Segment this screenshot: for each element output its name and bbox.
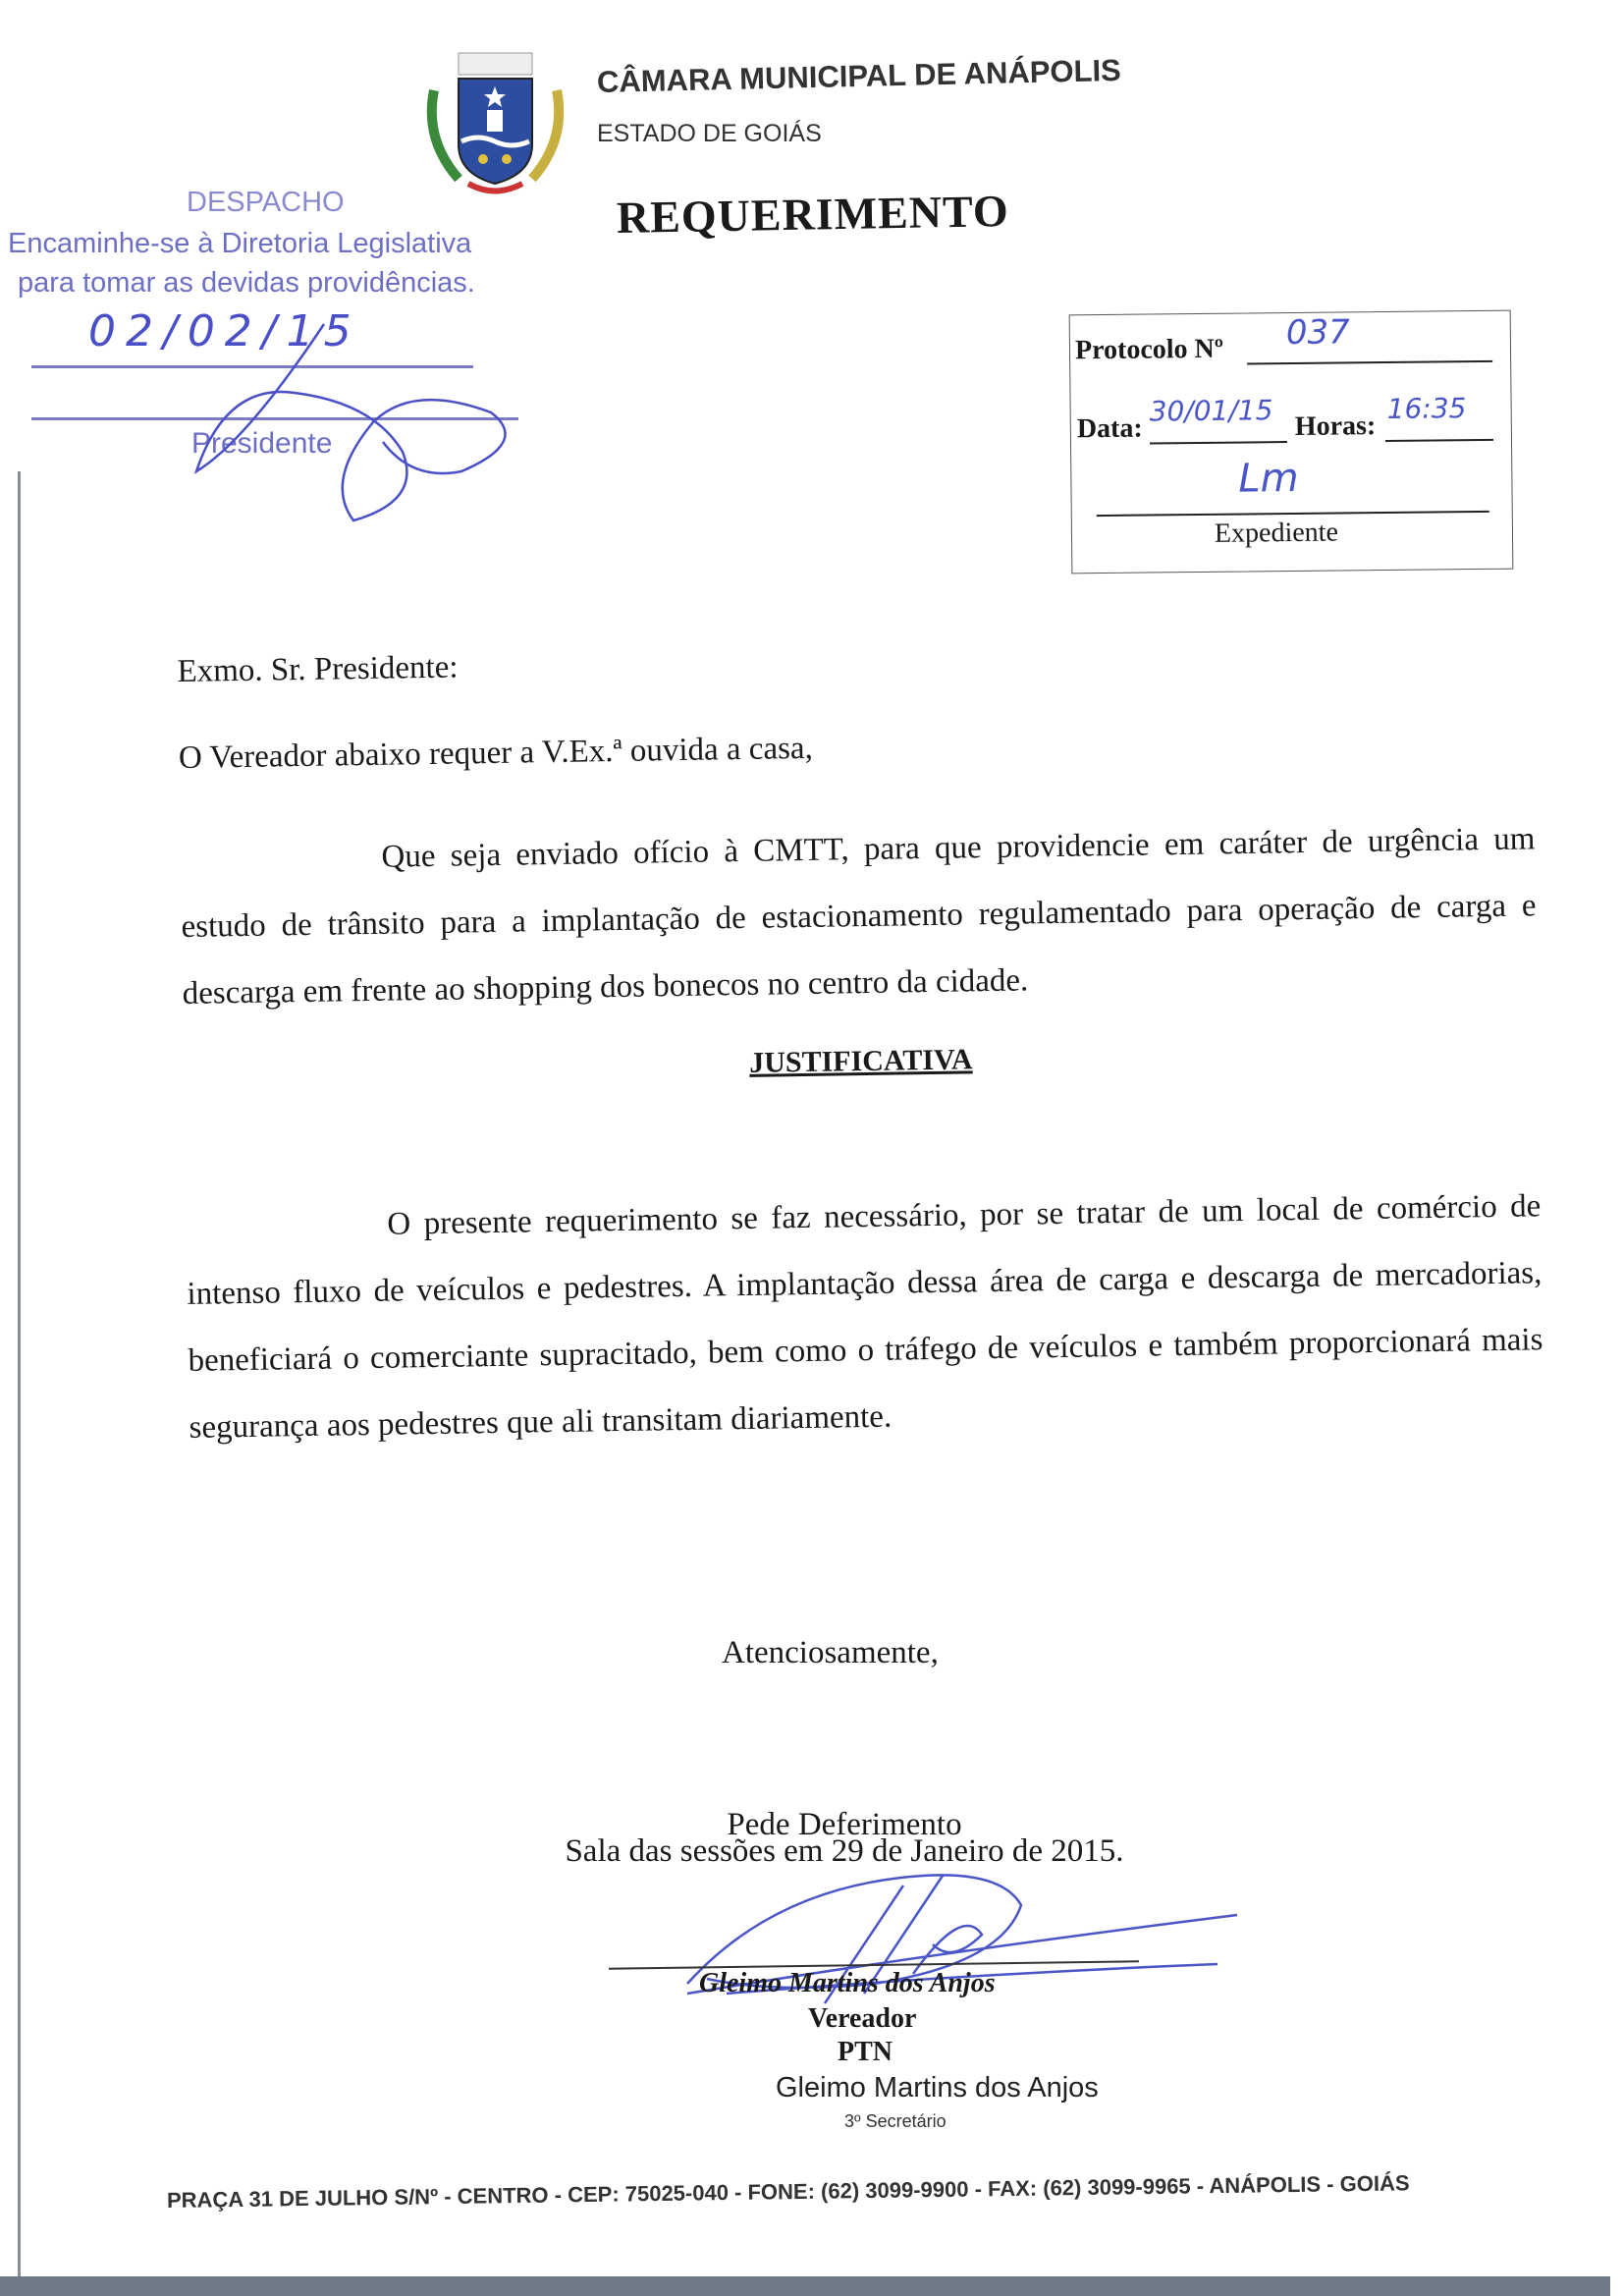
despacho-line-2: para tomar as devidas providências.: [18, 267, 475, 299]
salutation: Exmo. Sr. Presidente:: [177, 649, 459, 689]
despacho-stamp: [0, 187, 530, 530]
president-signature: [0, 187, 530, 530]
protocol-label: Protocolo Nº: [1074, 333, 1224, 366]
protocol-box: [1069, 310, 1514, 574]
organization-name: CÂMARA MUNICIPAL DE ANÁPOLIS: [596, 52, 1122, 99]
municipal-coat-of-arms-logo: [424, 51, 567, 198]
name-stamp-role: 3º Secretário: [844, 2111, 947, 2131]
name-stamp: Gleimo Martins dos Anjos: [776, 2072, 1099, 2104]
closing: Atenciosamente,: [722, 1635, 939, 1670]
despacho-heading: DESPACHO: [187, 187, 345, 218]
receiver-initials: Lm: [1238, 455, 1299, 502]
document-title: REQUERIMENTO: [616, 186, 1010, 243]
date-value: 30/01/15: [1149, 394, 1273, 428]
despacho-line-1: Encaminhe-se à Diretoria Legislativa: [8, 228, 472, 259]
date-label: Data:: [1076, 412, 1143, 445]
footer-address: PRAÇA 31 DE JULHO S/Nº - CENTRO - CEP: 75025-040 - FONE: (62) 3099-9900 - FAX: (62) 3099-9965 - ANÁPOLIS - GOIÁS: [166, 2170, 1410, 2213]
intro: O Vereador abaixo requer a V.Ex.ª ouvida a casa,: [178, 730, 814, 776]
request-paragraph: Que seja enviado ofício à CMTT, para que providencie em caráter de urgência um estudo de trânsito para a implantação de estacionamento regulamentado para operação de carga e descarga em frente ao shopping dos bonecos no centro da cidade.: [181, 821, 1537, 1011]
time-label: Horas:: [1294, 410, 1377, 442]
date-underline: [1150, 441, 1287, 444]
signer-role: Vereador: [808, 2003, 917, 2034]
time-underline: [1385, 439, 1493, 442]
signer-party: PTN: [838, 2037, 893, 2067]
justification-paragraph: O presente requerimento se faz necessário, por se tratar de um local de comércio de intenso fluxo de veículos e pedestres. A implantação dessa área de carga e descarga de mercadorias, beneficiará o comerciante supracitado, bem como o tráfego de veículos e também proporcionará mais segurança aos pedestres que ali transitam diariamente.: [187, 1188, 1543, 1446]
councilor-signature: [628, 1846, 1296, 2043]
state-name: ESTADO DE GOIÁS: [597, 120, 822, 147]
document-body: [177, 617, 1544, 1461]
despacho-date-handwritten: 02/02/15: [88, 306, 361, 356]
place-date: Sala das sessões em 29 de Janeiro de 2015.: [565, 1833, 1124, 1869]
protocol-number: 037: [1285, 312, 1350, 354]
justification-heading: JUSTIFICATIVA: [748, 1043, 973, 1079]
signer-name: Gleimo Martins dos Anjos: [699, 1968, 996, 1998]
sector-label: Expediente: [1214, 517, 1339, 549]
protocol-underline: [1247, 360, 1492, 365]
request-line: Pede Deferimento: [727, 1807, 962, 1842]
sector-underline: [1097, 511, 1489, 517]
scan-edge: [18, 471, 21, 2278]
despacho-signer-label: Presidente: [191, 427, 333, 460]
scan-bottom-bar: [0, 2276, 1610, 2296]
time-value: 16:35: [1386, 392, 1467, 425]
